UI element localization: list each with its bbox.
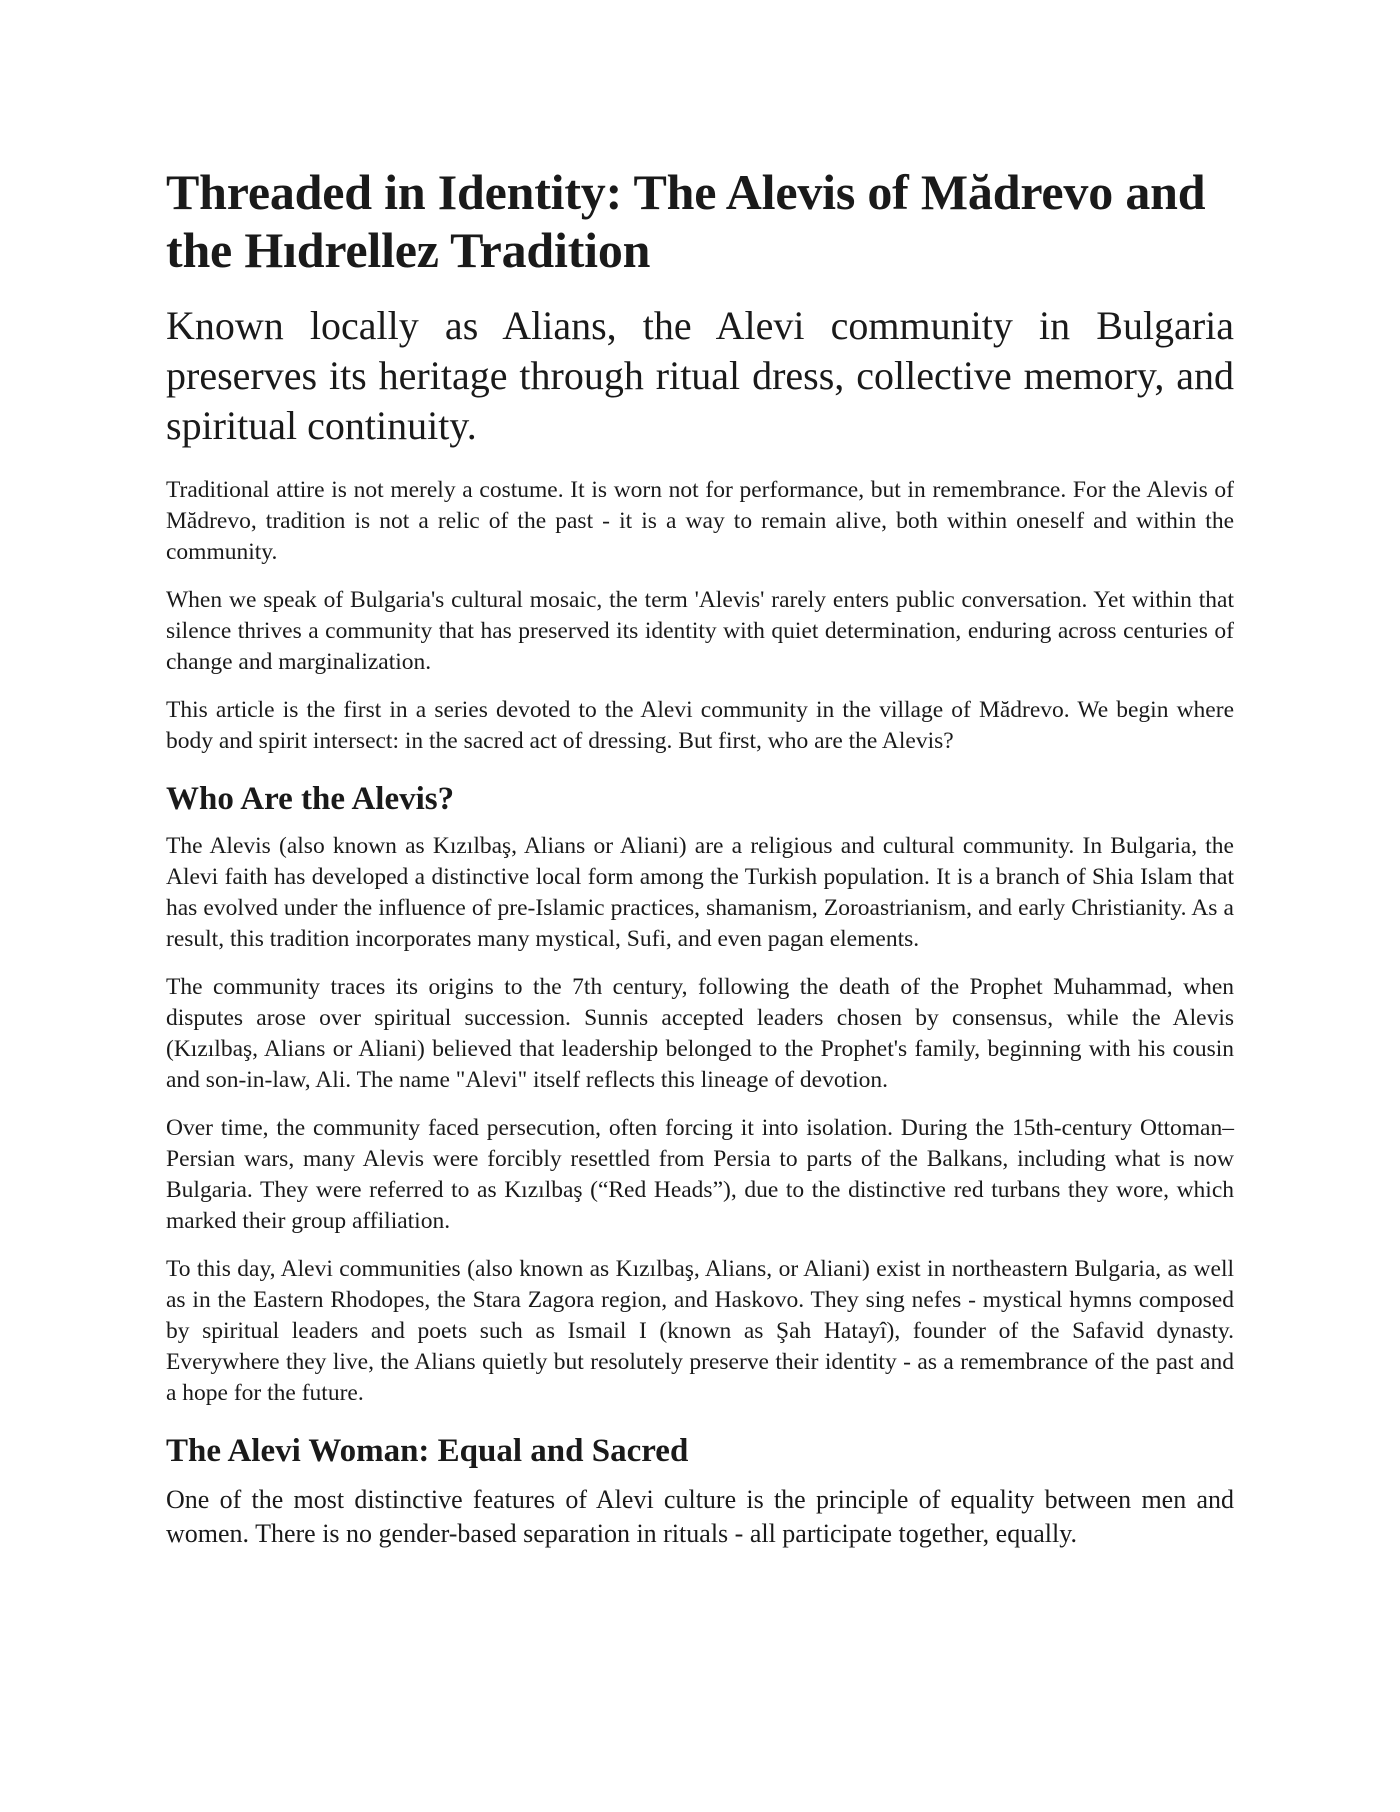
section-heading-who-are-the-alevis: Who Are the Alevis? [166, 781, 455, 817]
intro-paragraph: When we speak of Bulgaria's cultural mosaic, the term 'Alevis' rarely enters public conversation. Yet within that silence thrives a community that has preserved its identity with quiet determination, enduring across centuries of change and marginalization. [166, 587, 1234, 675]
intro-paragraph: Traditional attire is not merely a costume. It is worn not for performance, but in remembrance. For the Alevis of Mădrevo, tradition is not a relic of the past - it is a way to remain alive, both within oneself and within the community. [166, 477, 1234, 565]
article-page [166, 163, 1234, 1551]
section-paragraph: The Alevis (also known as Kızılbaş, Alians or Aliani) are a religious and cultural community. In Bulgaria, the Alevi faith has developed a distinctive local form among the Turkish population. It is a branch of Shia Islam that has evolved under the influence of pre-Islamic practices, shamanism, Zoroastrianism, and early Christianity. As a result, this tradition incorporates many mystical, Sufi, and even pagan elements. [166, 833, 1234, 952]
section-heading-alevi-woman: The Alevi Woman: Equal and Sacred [166, 1433, 689, 1469]
intro-paragraph: This article is the first in a series devoted to the Alevi community in the village of Mădrevo. We begin where body and spirit intersect: in the sacred act of dressing. But first, who are the Alevis? [166, 697, 1234, 754]
section-paragraph: The community traces its origins to the 7th century, following the death of the Prophet Muhammad, when disputes arose over spiritual succession. Sunnis accepted leaders chosen by consensus, while the Alevis (Kızılbaş, Alians or Aliani) believed that leadership belonged to the Prophet's family, beginning with his cousin and son-in-law, Ali. The name "Alevi" itself reflects this lineage of devotion. [166, 974, 1234, 1093]
section-paragraph: One of the most distinctive features of Alevi culture is the principle of equality between men and women. There is no gender-based separation in rituals - all participate together, equally. [166, 1485, 1234, 1548]
section-paragraph: Over time, the community faced persecution, often forcing it into isolation. During the 15th-century Ottoman–Persian wars, many Alevis were forcibly resettled from Persia to parts of the Balkans, including what is now Bulgaria. They were referred to as Kızılbaş (“Red Heads”), due to the distinctive red turbans they wore, which marked their group affiliation. [166, 1115, 1234, 1234]
article-title: Threaded in Identity: The Alevis of Mădrevo and the Hıdrellez Tradition [166, 164, 1206, 278]
section-paragraph: To this day, Alevi communities (also known as Kızılbaş, Alians, or Aliani) exist in northeastern Bulgaria, as well as in the Eastern Rhodopes, the Stara Zagora region, and Haskovo. They sing nefes - mystical hymns composed by spiritual leaders and poets such as Ismail I (known as Şah Hatayî), founder of the Safavid dynasty. Everywhere they live, the Alians quietly but resolutely preserve their identity - as a remembrance of the past and a hope for the future. [166, 1256, 1234, 1406]
article-subtitle: Known locally as Alians, the Alevi community in Bulgaria preserves its heritage through ritual dress, collective memory, and spiritual continuity. [166, 303, 1234, 448]
